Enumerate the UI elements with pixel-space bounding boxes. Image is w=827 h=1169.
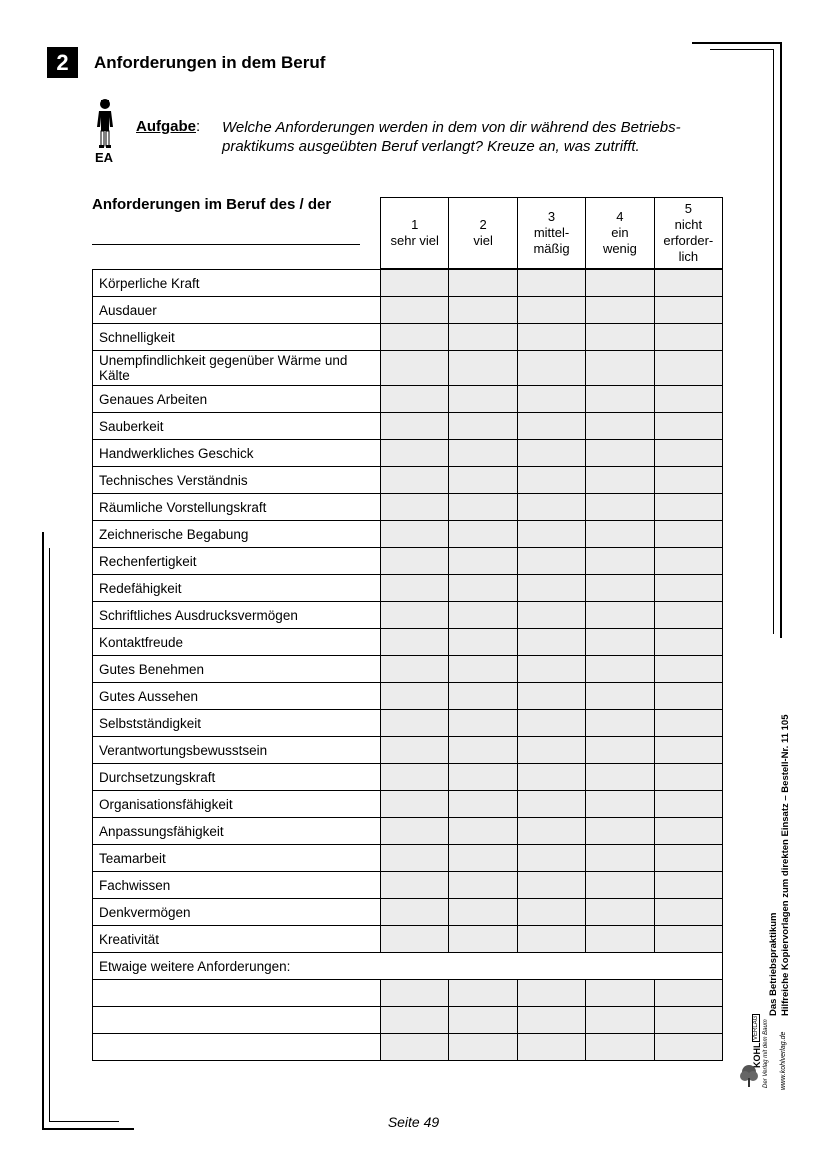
blank-table-row [93,980,723,1007]
requirement-label: Selbstständigkeit [93,710,381,737]
task-line-1: Welche Anforderungen werden in dem von dir während des Betriebs- [222,119,681,136]
rating-checkbox-cell[interactable] [586,413,654,440]
table-row [93,791,723,818]
rating-checkbox-cell[interactable] [517,467,585,494]
rating-checkbox-cell[interactable] [654,980,722,1007]
rating-checkbox-cell[interactable] [654,656,722,683]
requirement-label: Teamarbeit [93,845,381,872]
requirement-label: Körperliche Kraft [93,270,381,297]
rating-checkbox-cell[interactable] [654,791,722,818]
rating-checkbox-cell[interactable] [449,1007,517,1034]
rating-checkbox-cell[interactable] [449,683,517,710]
requirement-label: Genaues Arbeiten [93,386,381,413]
rating-checkbox-cell[interactable] [586,1007,654,1034]
rating-checkbox-cell[interactable] [449,629,517,656]
rating-checkbox-cell[interactable] [381,386,449,413]
task-label [136,118,200,135]
rating-checkbox-cell[interactable] [517,980,585,1007]
table-row [93,521,723,548]
rating-checkbox-cell[interactable] [381,1007,449,1034]
rating-checkbox-cell[interactable] [517,413,585,440]
rating-checkbox-cell[interactable] [586,737,654,764]
rating-checkbox-cell[interactable] [517,270,585,297]
rating-checkbox-cell[interactable] [449,737,517,764]
rating-text: mäßig [533,241,570,256]
table-row [93,926,723,953]
rating-checkbox-cell[interactable] [381,683,449,710]
rating-column-header [585,198,653,268]
requirement-label: Denkvermögen [93,899,381,926]
rating-checkbox-cell[interactable] [654,467,722,494]
rating-text: erforder- [663,233,714,248]
requirement-label: Gutes Aussehen [93,683,381,710]
table-row [93,656,723,683]
rating-checkbox-cell[interactable] [586,872,654,899]
rating-checkbox-cell[interactable] [586,710,654,737]
table-row [93,270,723,297]
rating-number: 4 [616,209,624,224]
table-row [93,548,723,575]
rating-checkbox-cell[interactable] [449,467,517,494]
rating-text: sehr viel [390,233,439,248]
rating-checkbox-cell[interactable] [517,297,585,324]
rating-checkbox-cell[interactable] [517,629,585,656]
rating-checkbox-cell[interactable] [654,386,722,413]
rating-checkbox-cell[interactable] [654,872,722,899]
requirement-label: Kreativität [93,926,381,953]
rating-checkbox-cell[interactable] [517,1034,585,1061]
rating-number: 5 [684,201,692,216]
table-row [93,386,723,413]
requirement-label: Kontaktfreude [93,629,381,656]
rating-checkbox-cell[interactable] [654,575,722,602]
rating-checkbox-cell[interactable] [449,1034,517,1061]
rating-checkbox-cell[interactable] [517,1007,585,1034]
rating-checkbox-cell[interactable] [654,270,722,297]
blank-requirement-cell[interactable] [93,1007,381,1034]
publisher-logo [740,1015,792,1092]
rating-checkbox-cell[interactable] [381,1034,449,1061]
rating-checkbox-cell[interactable] [586,467,654,494]
rating-checkbox-cell[interactable] [654,899,722,926]
rating-checkbox-cell[interactable] [586,386,654,413]
rating-checkbox-cell[interactable] [517,494,585,521]
table-row [93,737,723,764]
requirement-label: Zeichnerische Begabung [93,521,381,548]
rating-number: 1 [411,217,419,232]
rating-checkbox-cell[interactable] [449,602,517,629]
rating-checkbox-cell[interactable] [517,440,585,467]
rating-checkbox-cell[interactable] [381,467,449,494]
rating-checkbox-cell[interactable] [586,683,654,710]
rating-checkbox-cell[interactable] [381,270,449,297]
rating-checkbox-cell[interactable] [586,926,654,953]
requirement-label: Fachwissen [93,872,381,899]
profession-write-line[interactable] [92,244,360,245]
rating-checkbox-cell[interactable] [517,737,585,764]
rating-checkbox-cell[interactable] [586,575,654,602]
rating-checkbox-cell[interactable] [449,818,517,845]
rating-checkbox-cell[interactable] [654,926,722,953]
rating-checkbox-cell[interactable] [381,980,449,1007]
rating-checkbox-cell[interactable] [449,324,517,351]
rating-checkbox-cell[interactable] [586,629,654,656]
requirements-table [92,269,723,1061]
rating-checkbox-cell[interactable] [586,297,654,324]
rating-checkbox-cell[interactable] [517,791,585,818]
requirement-label: Durchsetzungskraft [93,764,381,791]
rating-checkbox-cell[interactable] [449,791,517,818]
rating-checkbox-cell[interactable] [654,494,722,521]
rating-checkbox-cell[interactable] [381,845,449,872]
rating-checkbox-cell[interactable] [586,764,654,791]
rating-checkbox-cell[interactable] [654,521,722,548]
rating-checkbox-cell[interactable] [381,351,449,386]
rating-checkbox-cell[interactable] [654,602,722,629]
rating-checkbox-cell[interactable] [381,818,449,845]
rating-checkbox-cell[interactable] [449,494,517,521]
rating-checkbox-cell[interactable] [654,629,722,656]
rating-column-header [654,198,722,268]
rating-number: 3 [547,209,556,224]
publisher-slogan: Der Verlag mit dem Baum [763,1019,769,1088]
rating-checkbox-cell[interactable] [586,324,654,351]
requirement-label: Räumliche Vorstellungskraft [93,494,381,521]
requirement-label: Technisches Verständnis [93,467,381,494]
rating-checkbox-cell[interactable] [449,926,517,953]
rating-checkbox-cell[interactable] [381,656,449,683]
rating-checkbox-cell[interactable] [449,297,517,324]
rating-checkbox-cell[interactable] [654,413,722,440]
requirement-label: Handwerkliches Geschick [93,440,381,467]
rating-checkbox-cell[interactable] [449,386,517,413]
rating-checkbox-cell[interactable] [381,494,449,521]
table-row [93,872,723,899]
section-number: 2 [47,47,78,78]
table-row [93,297,723,324]
credit-line-1: Das Betriebspraktikum [768,912,779,1016]
rating-text: lich [678,249,699,264]
rating-checkbox-cell[interactable] [381,575,449,602]
rating-checkbox-cell[interactable] [449,548,517,575]
requirement-label: Schnelligkeit [93,324,381,351]
table-row [93,602,723,629]
table-row [93,413,723,440]
rating-checkbox-cell[interactable] [586,791,654,818]
rating-checkbox-cell[interactable] [517,710,585,737]
blank-table-row [93,1007,723,1034]
rating-checkbox-cell[interactable] [517,324,585,351]
rating-checkbox-cell[interactable] [586,270,654,297]
rating-checkbox-cell[interactable] [381,710,449,737]
rating-checkbox-cell[interactable] [654,297,722,324]
rating-checkbox-cell[interactable] [517,602,585,629]
person-icon [93,97,117,149]
rating-checkbox-cell[interactable] [654,764,722,791]
frame-bottom-left-v1 [42,532,44,1130]
rating-column-header [381,198,448,268]
rating-checkbox-cell[interactable] [517,845,585,872]
rating-checkbox-cell[interactable] [449,656,517,683]
table-row [93,818,723,845]
rating-text: wenig [602,241,637,256]
credit-line-2: Hilfreiche Kopiervorlagen zum direkten Einsatz – Bestell-Nr. 11 105 [780,714,791,1016]
rating-checkbox-cell[interactable] [654,710,722,737]
frame-top-right-h1 [692,42,782,44]
rating-checkbox-cell[interactable] [381,899,449,926]
rating-checkbox-cell[interactable] [381,413,449,440]
rating-checkbox-cell[interactable] [654,351,722,386]
rating-checkbox-cell[interactable] [449,710,517,737]
requirement-label: Schriftliches Ausdrucksvermögen [93,602,381,629]
rating-checkbox-cell[interactable] [381,872,449,899]
rating-checkbox-cell[interactable] [517,683,585,710]
rating-checkbox-cell[interactable] [517,926,585,953]
table-row [93,324,723,351]
rating-checkbox-cell[interactable] [586,818,654,845]
rating-checkbox-cell[interactable] [586,899,654,926]
table-row [93,351,723,386]
rating-checkbox-cell[interactable] [654,440,722,467]
rating-checkbox-cell[interactable] [381,521,449,548]
rating-checkbox-cell[interactable] [654,818,722,845]
rating-checkbox-cell[interactable] [449,872,517,899]
rating-checkbox-cell[interactable] [449,845,517,872]
table-row [93,953,723,980]
table-row [93,467,723,494]
rating-number: 2 [479,217,487,232]
rating-checkbox-cell[interactable] [586,548,654,575]
rating-header [380,197,723,269]
rating-checkbox-cell[interactable] [449,270,517,297]
task-line-2: praktikums ausgeübten Beruf verlangt? Kreuze an, was zutrifft. [222,138,640,155]
rating-checkbox-cell[interactable] [586,845,654,872]
rating-column-header [448,198,516,268]
table-row [93,845,723,872]
rating-checkbox-cell[interactable] [654,737,722,764]
rating-text: mittel- [533,225,570,240]
rating-checkbox-cell[interactable] [586,494,654,521]
rating-checkbox-cell[interactable] [517,575,585,602]
rating-checkbox-cell[interactable] [586,351,654,386]
rating-checkbox-cell[interactable] [449,980,517,1007]
table-row [93,494,723,521]
frame-top-right-v2 [773,49,774,634]
rating-checkbox-cell[interactable] [517,764,585,791]
rating-text: viel [473,233,493,248]
rating-checkbox-cell[interactable] [381,440,449,467]
frame-top-right-v1 [780,42,782,638]
task-label-colon: : [196,118,201,135]
requirement-label: Organisationsfähigkeit [93,791,381,818]
rating-checkbox-cell[interactable] [586,1034,654,1061]
table-row [93,710,723,737]
rating-checkbox-cell[interactable] [449,575,517,602]
requirement-label: Anpassungsfähigkeit [93,818,381,845]
rating-checkbox-cell[interactable] [586,602,654,629]
table-row [93,899,723,926]
rating-checkbox-cell[interactable] [517,818,585,845]
rating-checkbox-cell[interactable] [449,764,517,791]
publisher-url: www.kohlverlag.de [780,1031,787,1090]
rating-checkbox-cell[interactable] [381,324,449,351]
rating-checkbox-cell[interactable] [449,413,517,440]
blank-requirement-cell[interactable] [93,980,381,1007]
page-title: Anforderungen in dem Beruf [94,53,326,72]
rating-checkbox-cell[interactable] [654,845,722,872]
rating-checkbox-cell[interactable] [381,791,449,818]
rating-checkbox-cell[interactable] [381,297,449,324]
rating-checkbox-cell[interactable] [381,764,449,791]
rating-checkbox-cell[interactable] [381,548,449,575]
publisher-name: KOHL [752,1042,762,1068]
requirement-label: Verantwortungsbewusstsein [93,737,381,764]
rating-text: ein [611,225,629,240]
rating-checkbox-cell[interactable] [654,548,722,575]
work-mode-badge: EA [95,150,114,165]
table-row [93,629,723,656]
rating-checkbox-cell[interactable] [654,1034,722,1061]
rating-checkbox-cell[interactable] [381,629,449,656]
blank-table-row [93,1034,723,1061]
publisher-credit [752,698,792,1018]
rating-checkbox-cell[interactable] [517,656,585,683]
requirement-label: Ausdauer [93,297,381,324]
table-title: Anforderungen im Beruf des / der [92,196,332,213]
publisher-tag: VERLAG [753,1015,759,1040]
rating-checkbox-cell[interactable] [449,521,517,548]
rating-checkbox-cell[interactable] [517,386,585,413]
rating-checkbox-cell[interactable] [586,440,654,467]
rating-checkbox-cell[interactable] [586,656,654,683]
requirement-label: Redefähigkeit [93,575,381,602]
rating-checkbox-cell[interactable] [449,351,517,386]
rating-text: nicht [674,217,703,232]
requirement-label: Rechenfertigkeit [93,548,381,575]
rating-checkbox-cell[interactable] [381,737,449,764]
additional-requirements-label: Etwaige weitere Anforderungen: [93,953,723,980]
rating-checkbox-cell[interactable] [517,872,585,899]
frame-bottom-left-v2 [49,548,50,1122]
requirement-label: Sauberkeit [93,413,381,440]
table-row [93,764,723,791]
rating-checkbox-cell[interactable] [381,602,449,629]
requirement-label: Unempfindlichkeit gegenüber Wärme und Kälte [93,351,381,386]
page-number: Seite 49 [387,1114,440,1130]
frame-top-right-h2 [710,49,774,50]
rating-checkbox-cell[interactable] [381,926,449,953]
rating-checkbox-cell[interactable] [654,683,722,710]
rating-checkbox-cell[interactable] [517,521,585,548]
rating-checkbox-cell[interactable] [586,980,654,1007]
blank-requirement-cell[interactable] [93,1034,381,1061]
requirement-label: Gutes Benehmen [93,656,381,683]
task-instruction [222,118,722,156]
table-row [93,440,723,467]
rating-checkbox-cell[interactable] [654,324,722,351]
task-label-text: Aufgabe [136,118,196,135]
rating-checkbox-cell[interactable] [449,440,517,467]
rating-column-header [517,198,585,268]
rating-checkbox-cell[interactable] [517,351,585,386]
rating-checkbox-cell[interactable] [517,548,585,575]
table-row [93,683,723,710]
rating-checkbox-cell[interactable] [586,521,654,548]
rating-checkbox-cell[interactable] [654,1007,722,1034]
table-row [93,575,723,602]
rating-checkbox-cell[interactable] [517,899,585,926]
rating-checkbox-cell[interactable] [449,899,517,926]
